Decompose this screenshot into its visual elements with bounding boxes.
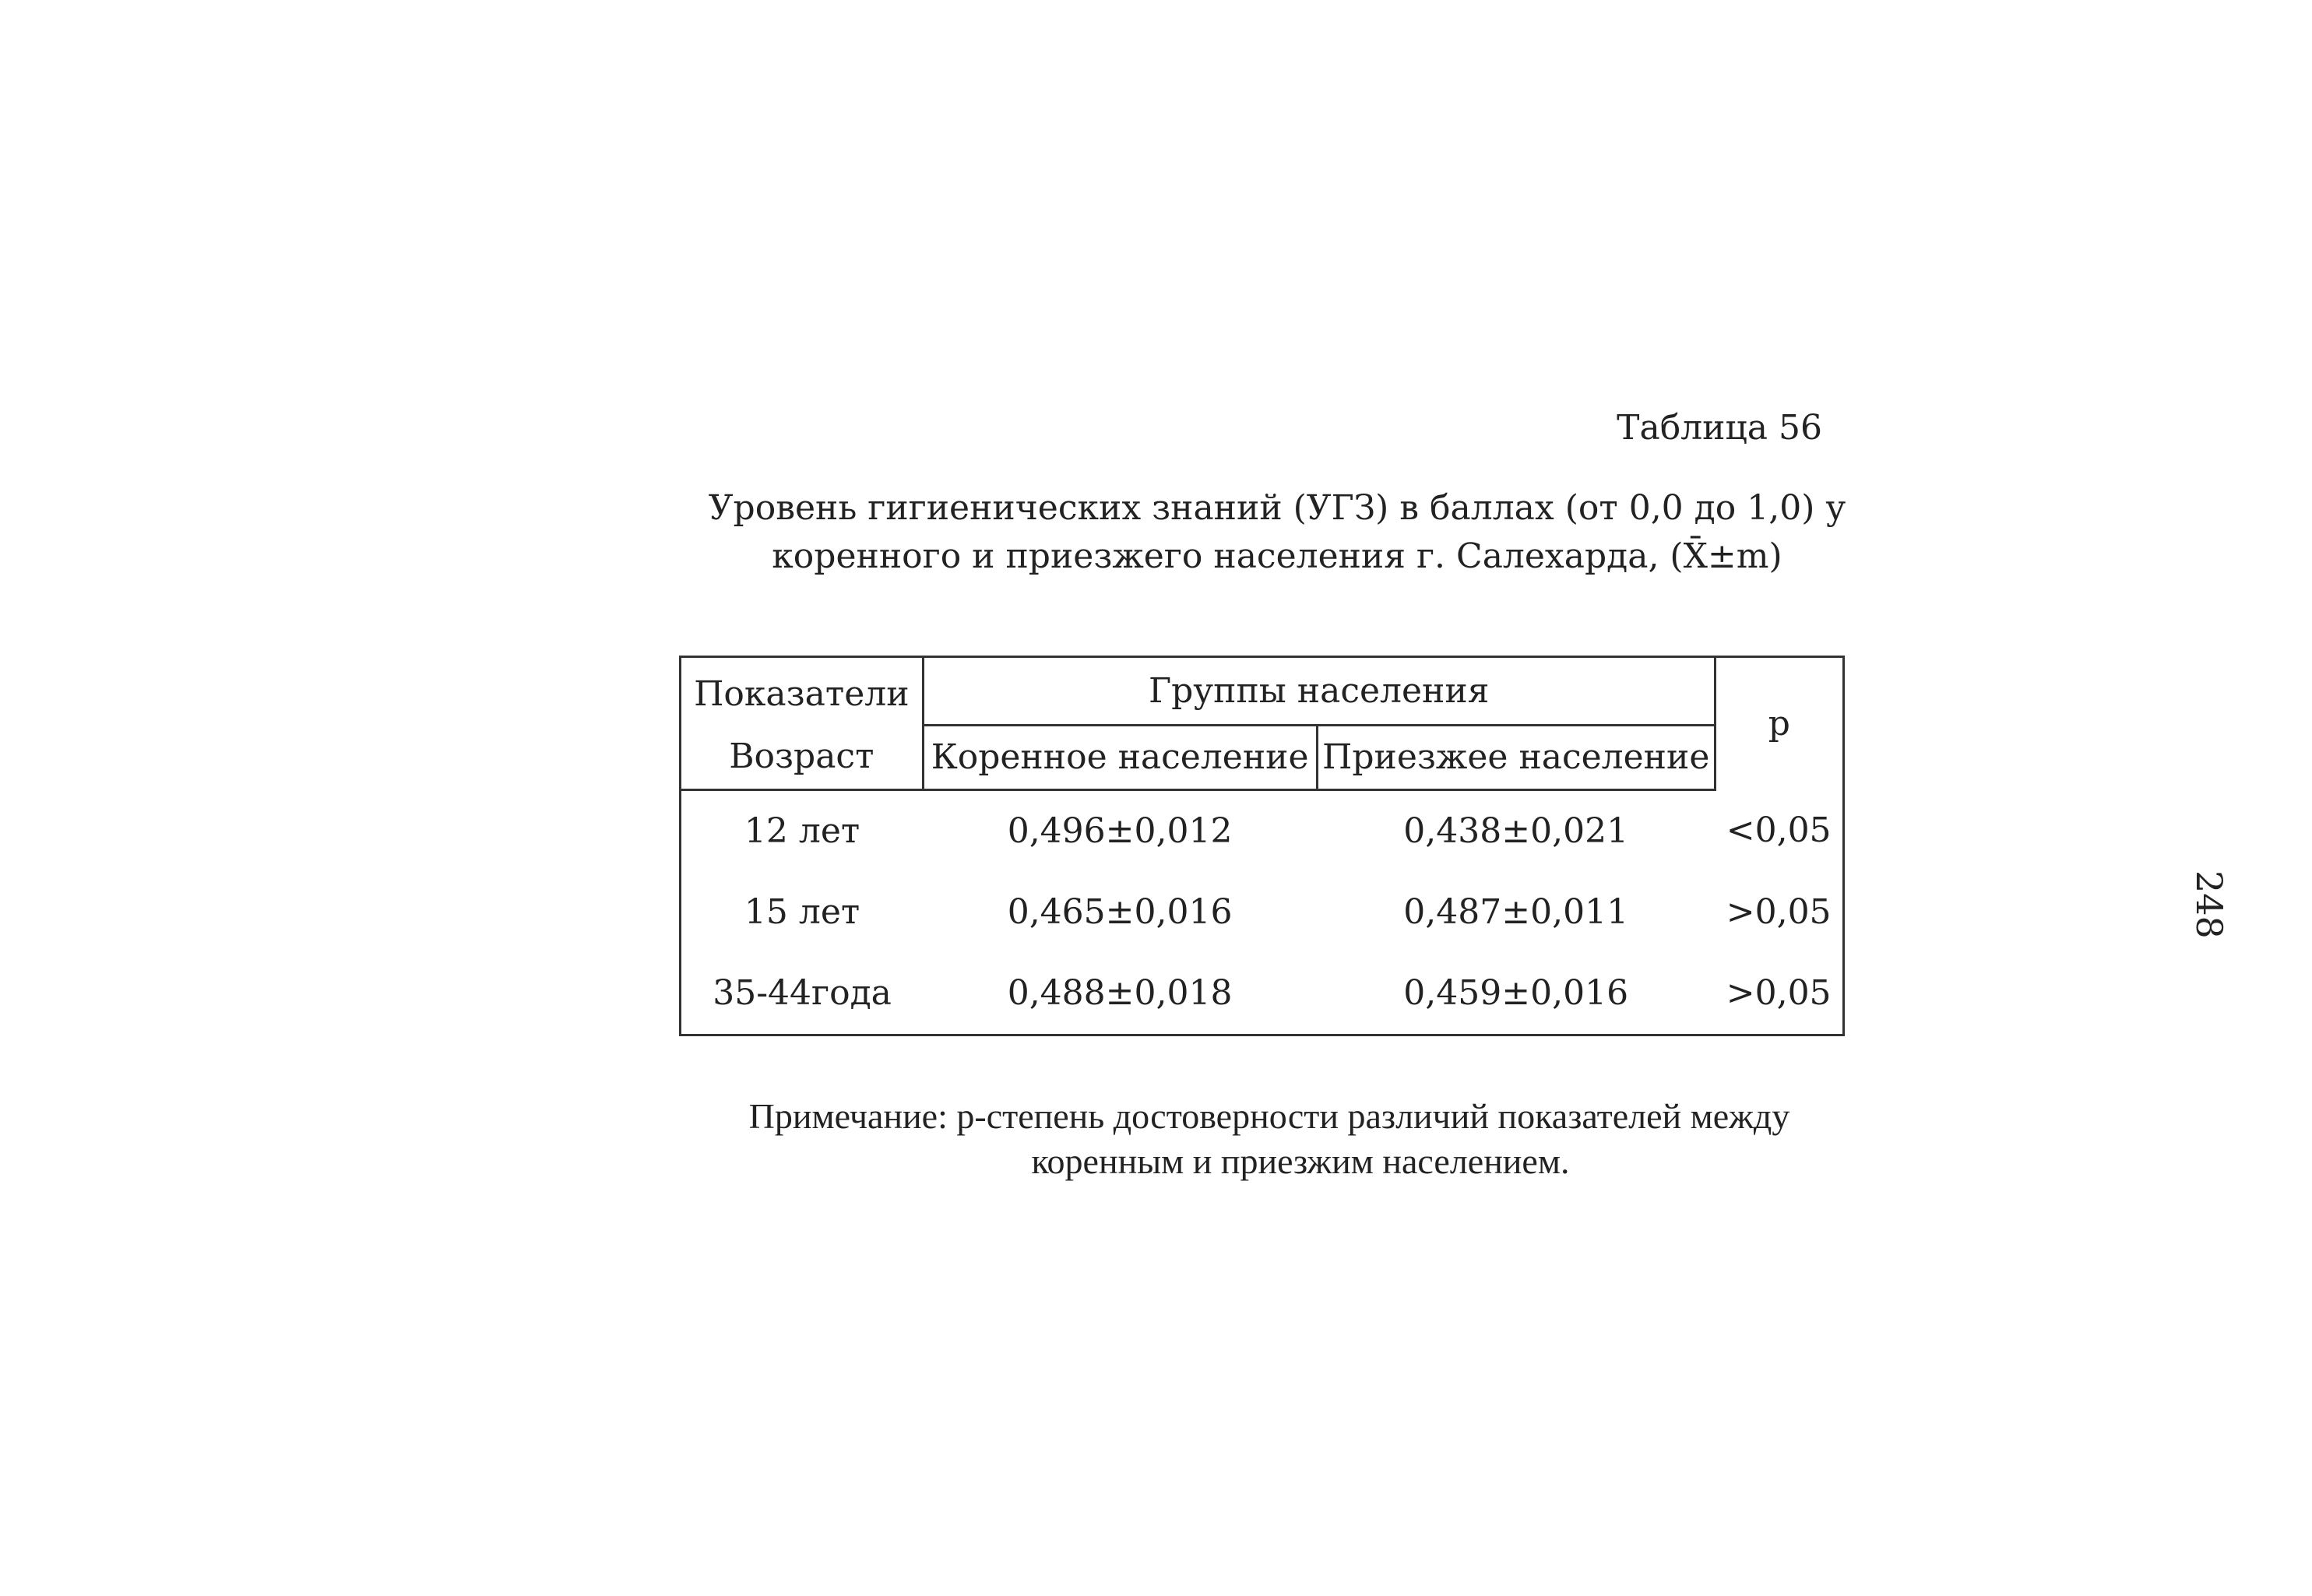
cell-native: 0,488±0,018 <box>923 953 1317 1035</box>
table-number: Таблица 56 <box>1617 408 1822 448</box>
header-population-groups: Группы населения <box>923 657 1715 726</box>
table-row <box>681 953 1844 1035</box>
data-table <box>679 656 1845 1036</box>
table-note-line-2: коренным и приезжим населением. <box>1031 1141 1570 1181</box>
cell-newcomers: 0,487±0,011 <box>1403 892 1629 932</box>
cell-native: 0,496±0,012 <box>1007 811 1233 851</box>
table-note-line-1: Примечание: р-степень достоверности различий показателей между <box>748 1096 1790 1136</box>
header-row-2 <box>681 725 1844 789</box>
cell-newcomers: 0,438±0,021 <box>1403 811 1629 851</box>
header-age: Возраст <box>681 725 924 789</box>
header-indicators: Показатели <box>681 657 924 726</box>
cell-p: >0,05 <box>1715 872 1843 953</box>
cell-age: 35-44года <box>681 953 924 1035</box>
table-row <box>681 872 1844 953</box>
table-note <box>639 1094 1900 1184</box>
table-title <box>670 484 1884 581</box>
header-newcomer-population: Приезжее население <box>1317 725 1715 789</box>
cell-age: 12 лет <box>681 789 924 872</box>
cell-p: >0,05 <box>1715 953 1843 1035</box>
table-title-line-1: Уровень гигиенических знаний (УГЗ) в баллах (от 0,0 до 1,0) у <box>708 488 1846 528</box>
cell-age: 15 лет <box>681 872 924 953</box>
cell-newcomers: 0,459±0,016 <box>1317 953 1715 1035</box>
cell-native: 0,465±0,016 <box>1007 892 1233 932</box>
header-native-population: Коренное население <box>923 725 1317 789</box>
header-row-1 <box>681 657 1844 726</box>
page-number: 248 <box>2188 870 2230 939</box>
header-p: p <box>1715 657 1843 790</box>
table-title-line-2: коренного и приезжего населения г. Салехарда, (X̄±m) <box>772 536 1782 576</box>
cell-p: <0,05 <box>1715 789 1843 872</box>
table-row <box>681 789 1844 872</box>
